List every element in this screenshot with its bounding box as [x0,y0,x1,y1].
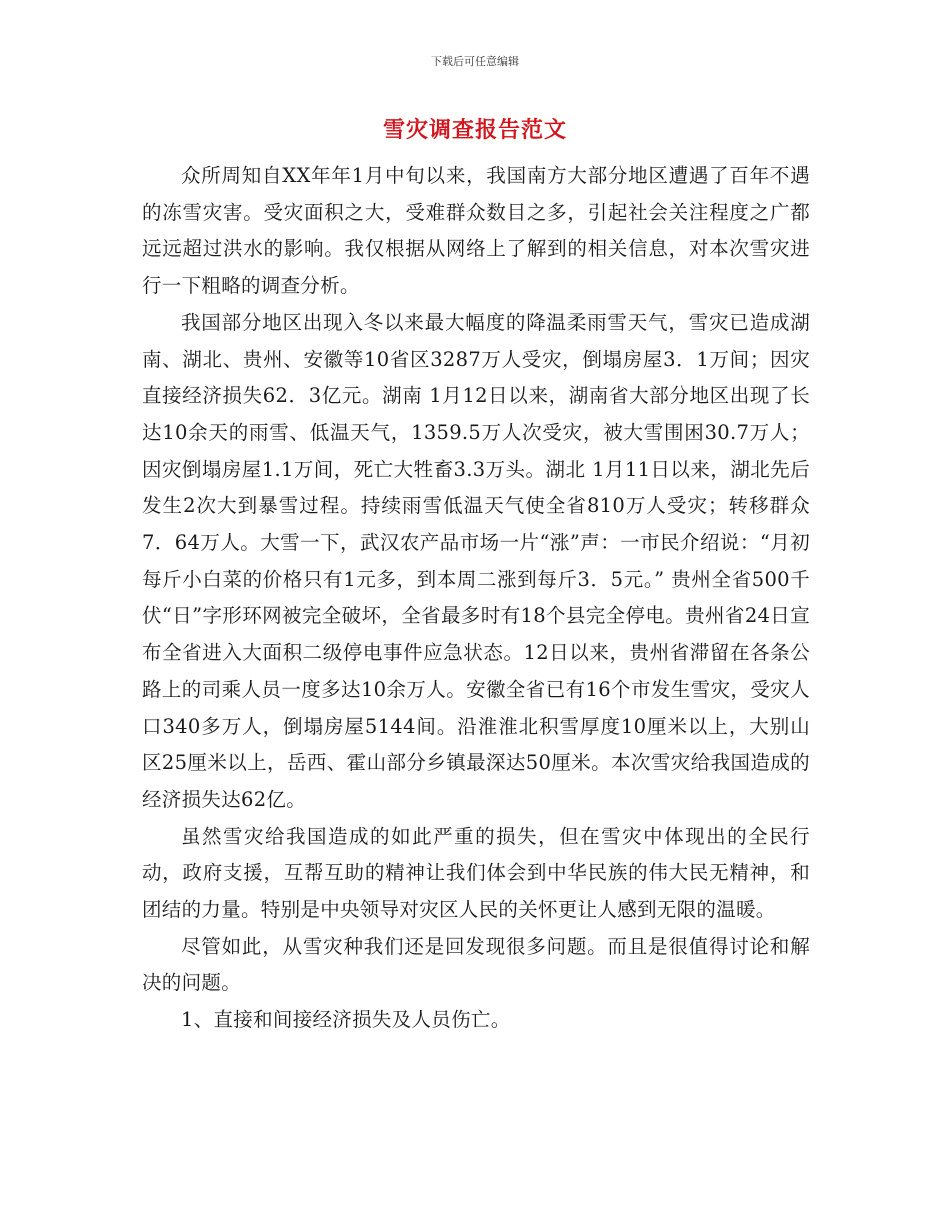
document-body [142,158,810,1039]
paragraph-problems: 尽管如此，从雪灾种我们还是回发现很多问题。而且是很值得讨论和解决的问题。 [142,934,810,995]
paragraph-item-1: 1、直接和间接经济损失及人员伤亡。 [181,1008,511,1032]
paragraph-spirit: 虽然雪灾给我国造成的如此严重的损失，但在雪灾中体现出的全民行动，政府支援，互帮互助的精神让我们体会到中华民族的伟大民无精神，和团结的力量。特别是中央领导对灾区人民的关怀更让人感到无限的温暖。 [142,824,810,922]
header-note: 下载后可任意编辑 [431,55,519,68]
document-title: 雪灾调查报告范文 [382,118,567,143]
paragraph-intro: 众所周知自XX年年1月中旬以来，我国南方大部分地区遭遇了百年不遇的冻雪灾害。受灾面积之大，受难群众数目之多，引起社会关注程度之广都远远超过洪水的影响。我仅根据从网络上了解到的相关信息，对本次雪灾进行一下粗略的调查分析。 [142,164,810,298]
paragraph-disaster-data: 我国部分地区出现入冬以来最大幅度的降温柔雨雪天气，雪灾已造成湖南、湖北、贵州、安徽等10省区3287万人受灾，倒塌房屋3．1万间；因灾直接经济损失62．3亿元。湖南 1月12日以来，湖南省大部分地区出现了长达10余天的雨雪、低温天气，1359.5万人次受灾，被大雪围困30.7万人；因灾倒塌房屋1.1万间，死亡大牲畜3.3万头。湖北 1月11日以来，湖北先后发生2次大到暴雪过程。持续雨雪低温天气使全省810万人受灾；转移群众7．64万人。大雪一下，武汉农产品市场一片“涨”声：一市民介绍说：“月初每斤小白菜的价格只有1元多，到本周二涨到每斤3．5元。” 贵州全省500千伏“日”字形环网被完全破坏，全省最多时有18个县完全停电。贵州省24日宣布全省进入大面积二级停电事件应急状态。12日以来，贵州省滞留在各条公路上的司乘人员一度多达10余万人。安徽全省已有16个市发生雪灾，受灾人口340多万人，倒塌房屋5144间。沿淮淮北积雪厚度10厘米以上，大别山区25厘米以上，岳西、霍山部分乡镇最深达50厘米。本次雪灾给我国造成的经济损失达62亿。 [142,310,810,811]
